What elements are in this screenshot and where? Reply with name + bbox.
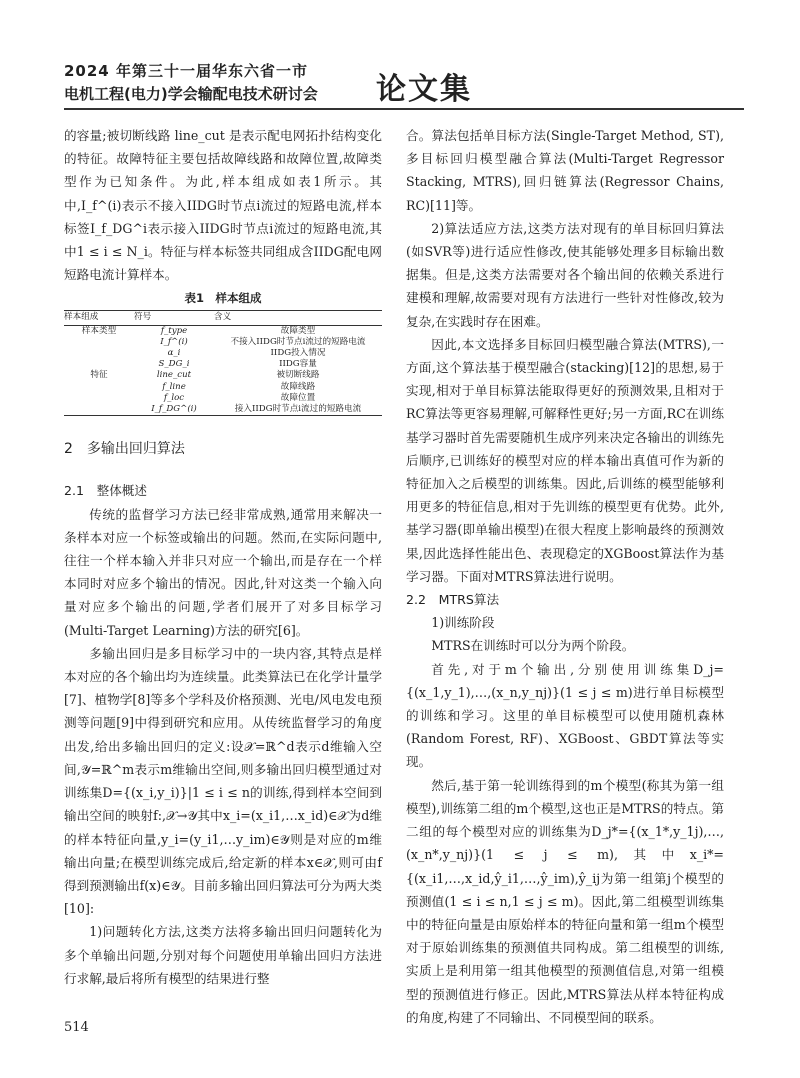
table-row — [64, 359, 382, 370]
header-line-1: 2024 年第三十一届华东六省一市 — [64, 62, 308, 80]
left-column — [64, 124, 382, 990]
left-paragraph-2: 传统的监督学习方法已经非常成熟,通常用来解决一条样本对应一个标签或输出的问题。然而,在实际问题中,往往一个样本输入并非只对应一个输出,而是存在一个样本同时对应多个输出的情况。因此,针对这类一个输入向量对应多个输出的问题,学者们展开了对多目标学习(Multi-Target Learning)方法的研究[6]。 — [64, 506, 382, 638]
table-cell-symbol: f_line — [162, 381, 186, 392]
header-badge: 论文集 — [376, 72, 472, 107]
table-header-cell: 含义 — [214, 311, 382, 325]
table-row — [64, 370, 382, 381]
table-caption: 表1 样本组成 — [184, 291, 262, 306]
page-number: 514 — [64, 1020, 89, 1035]
right-column — [406, 124, 724, 1029]
table-row — [64, 393, 382, 404]
table-cell-symbol: S_DG_i — [158, 359, 190, 370]
table-cell-symbol: f_loc — [163, 392, 185, 403]
table-cell-group — [64, 348, 134, 359]
table-cell-symbol: α_i — [167, 348, 181, 359]
table-cell-group — [64, 382, 134, 393]
sample-table — [64, 310, 382, 416]
header-line-2: 电机工程(电力)学会输配电技术研讨会 — [64, 85, 318, 103]
table-cell-symbol: f_type — [160, 325, 188, 336]
table-cell-group — [64, 337, 134, 348]
right-paragraph-6: 首先,对于m个输出,分别使用训练集D_j={(x_1,y_1),…,(x_n,y_nj)}(1 ≤ j ≤ m)进行单目标模型的训练和学习。这里的单目标模型可以使用随机森林(Random Forest, RF)、XGBoost、GBDT算法等实现。 — [406, 661, 724, 770]
table-row — [64, 348, 382, 359]
left-paragraph-3: 多输出回归是多目标学习中的一块内容,其特点是样本对应的各个输出均为连续量。此类算法已在化学计量学[7]、植物学[8]等多个学科及价格预测、光电/风电发电预测等问题[9]中得到研究和应用。从传统监督学习的角度出发,给出多输出回归的定义:设𝒳=ℝ^d表示d维输入空间,𝒴=ℝ^m表示m维输出空间,则多输出回归模型通过对训练集D={(x_i,y_i)}|1 ≤ i ≤ n的训练,得到样本空间到输出空间的映射f:,𝒳→𝒴其中x_i=(x_i1,…x_id)∈𝒳为d维的样本特征向量,y_i=(y_i1,…y_im)∈𝒴则是对应的m维输出向量;在模型训练完成后,给定新的样本x∈𝒳,则可由f得到预测输出f(x)∈𝒴。目前多输出回归算法可分为两大类[10]: — [64, 645, 382, 917]
table-cell-meaning: 不接入IIDG时节点i流过的短路电流 — [230, 336, 366, 347]
table-cell-group: 特征 — [90, 370, 108, 381]
section-2-1-heading: 2.1 整体概述 — [64, 483, 147, 499]
section-2-2-heading: 2.2 MTRS算法 — [406, 592, 500, 608]
table-cell-meaning: 被切断线路 — [276, 370, 320, 381]
table-header-cell: 符号 — [134, 311, 214, 325]
table-row — [64, 404, 382, 416]
right-paragraph-4: 1)训练阶段 — [431, 615, 495, 631]
table-cell-group — [64, 393, 134, 404]
table-cell-meaning: IIDG容量 — [279, 359, 317, 370]
right-paragraph-1: 合。算法包括单目标方法(Single-Target Method, ST),多目标回归模型融合算法(Multi-Target Regressor Stacking, MTRS),回归链算法(Regressor Chains, RC)[11]等。 — [406, 128, 724, 213]
table-row — [64, 337, 382, 348]
proceedings-header — [64, 60, 744, 107]
table-cell-symbol: I_f_DG^(i) — [134, 404, 214, 416]
table-cell-group: 样本类型 — [81, 325, 117, 336]
right-paragraph-3: 因此,本文选择多目标回归模型融合算法(MTRS),一方面,这个算法基于模型融合(stacking)[12]的思想,易于实现,相对于单目标算法能取得更好的预测效果,且相对于RC算法等更容易理解,可解释性更好;另一方面,RC在训练基学习器时首先需要随机生成序列来决定各输出的训练先后顺序,已训练好的模型对应的样本输出真值可作为新的特征加入之后模型的训练集。因此,后训练的模型能够利用更多的特征信息,相对于先训练的模型更有优势。此外,基学习器(即单输出模型)在很大程度上影响最终的预测效果,因此选择性能出色、表现稳定的XGBoost算法作为基学习器。下面对MTRS算法进行说明。 — [406, 336, 724, 584]
table-row — [64, 382, 382, 393]
table-header-row — [64, 311, 382, 325]
table-cell-group — [64, 359, 134, 370]
left-paragraph-4: 1)问题转化方法,这类方法将多输出回归问题转化为多个单输出问题,分别对每个问题使用单输出回归方法进行求解,最后将所有模型的结果进行整 — [64, 924, 382, 986]
table-cell-meaning: 接入IIDG时节点i流过的短路电流 — [214, 404, 382, 416]
right-paragraph-2: 2)算法适应方法,这类方法对现有的单目标回归算法(如SVR等)进行适应性修改,使其能够处理多目标输出数据集。但是,这类方法需要对各个输出间的依赖关系进行建模和理解,故需要对现有方法进行一些针对性修改,较为复杂,在实践时存在困难。 — [406, 220, 724, 329]
table-cell-meaning: IIDG投入情况 — [270, 348, 326, 359]
table-row — [64, 325, 382, 337]
table-cell-group — [64, 404, 134, 416]
table-header-cell: 样本组成 — [64, 311, 134, 325]
header-rule — [64, 108, 744, 110]
table-cell-symbol: line_cut — [156, 370, 192, 381]
left-paragraph-1: 的容量;被切断线路 line_cut 是表示配电网拓扑结构变化的特征。故障特征主要包括故障线路和故障位置,故障类型作为已知条件。为此,样本组成如表1所示。其中,I_f^(i)表示不接入IIDG时节点i流过的短路电流,样本标签I_f_DG^i表示接入IIDG时节点i流过的短路电流,其中1 ≤ i ≤ N_i。特征与样本标签共同组成含IIDG配电网短路电流计算样本。 — [64, 128, 382, 283]
table-cell-meaning: 故障线路 — [280, 381, 316, 392]
right-paragraph-7: 然后,基于第一轮训练得到的m个模型(称其为第一组模型),训练第二组的m个模型,这也正是MTRS的特点。第二组的每个模型对应的训练集为D_j*={(x_1*,y_1j),…,(x_n*,y_nj)}(1 ≤ j ≤ m),其中x_i*={(x_i1,…,x_id,ŷ_i1,…,ŷ_im),ŷ_ij为第一组第j个模型的预测值(1 ≤ i ≤ n,1 ≤ j ≤ m)。因此,第二组模型训练集中的特征向量是由原始样本的特征向量和第一组m个模型对于原始训练集的预测值共同构成。第二组模型的训练,实质上是利用第一组其他模型的预测值信息,对第一组模型的预测值进行修正。因此,MTRS算法从样本特征构成的角度,构建了不同输出、不同模型间的联系。 — [406, 777, 724, 1025]
right-paragraph-5: MTRS在训练时可以分为两个阶段。 — [431, 638, 635, 654]
table-cell-meaning: 故障类型 — [280, 325, 316, 336]
table-cell-meaning: 故障位置 — [280, 392, 316, 403]
section-2-heading: 2 多输出回归算法 — [64, 441, 185, 458]
table-cell-symbol: I_f^(i) — [160, 336, 188, 347]
